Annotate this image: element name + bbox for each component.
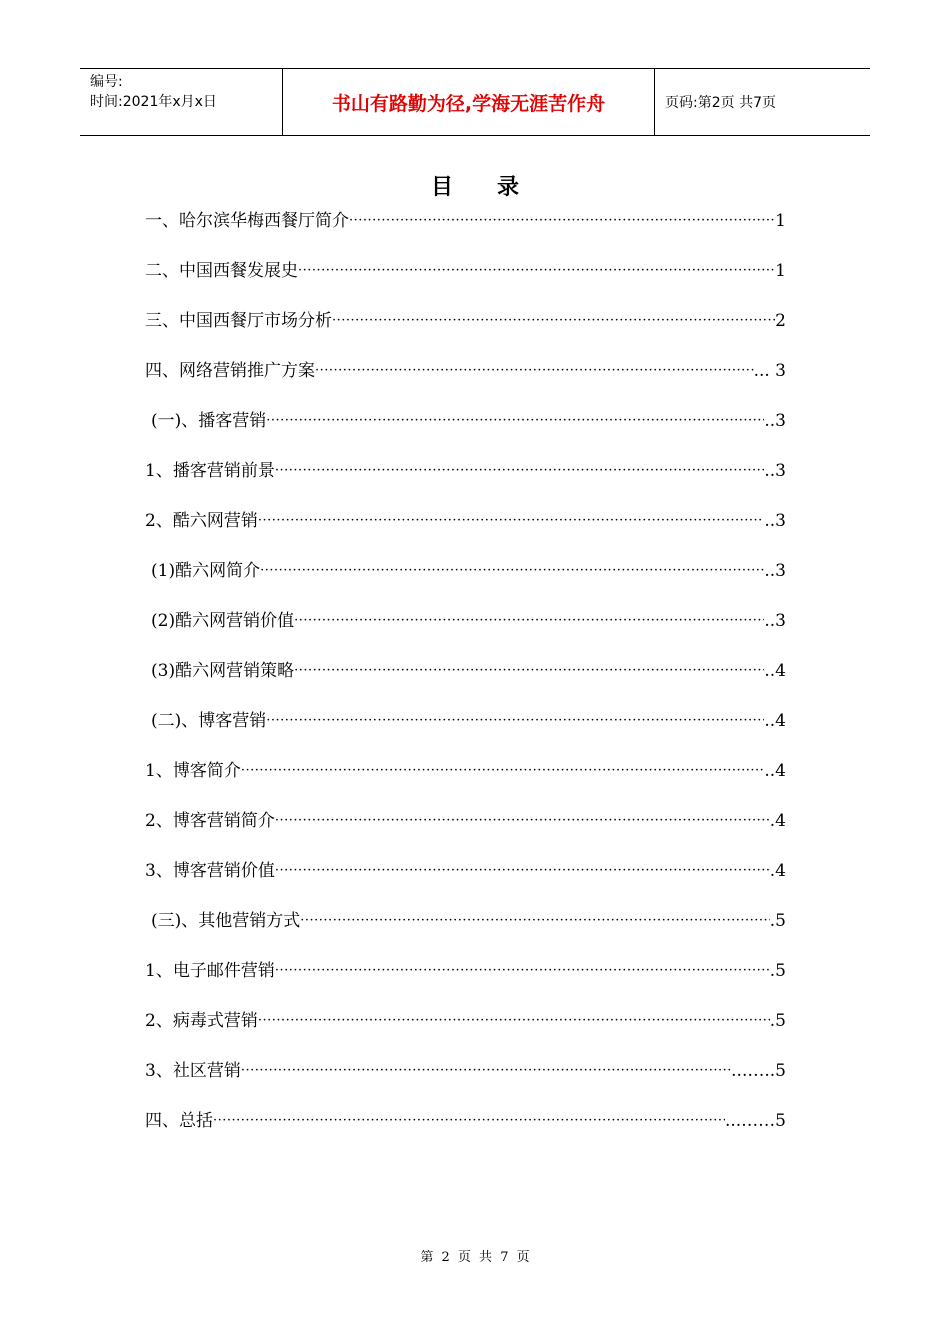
time-label: 时间:2021年x月x日 (90, 94, 217, 110)
toc-leader (275, 808, 770, 858)
toc-item-text: 2、酷六网营销 (145, 511, 258, 531)
header-motto: 书山有路勤为径,学海无涯苦作舟 (282, 69, 655, 135)
toc-item-page: ..3 (764, 611, 786, 631)
toc-item-text: (二)、博客营销 (151, 711, 267, 731)
toc-item-page: ..4 (764, 711, 786, 731)
toc-item-page: ..3 (764, 411, 786, 431)
toc-item-page: .5 (769, 911, 786, 931)
toc-item-text: 2、博客营销简介 (145, 811, 275, 831)
toc-item-text: 2、病毒式营销 (145, 1011, 258, 1031)
toc-item-text: 1、电子邮件营销 (145, 961, 275, 981)
toc-leader (241, 758, 765, 808)
toc-item-text: (1)酷六网简介 (151, 561, 261, 581)
toc-item-text: 1、播客营销前景 (145, 461, 275, 481)
toc-leader (332, 308, 775, 358)
toc-item[interactable] (145, 308, 790, 358)
header-page-info: 页码:第2页 共7页 (665, 95, 776, 111)
toc-item[interactable] (145, 508, 790, 558)
toc-leader (275, 458, 765, 508)
toc-item-page: .5 (769, 1011, 786, 1031)
toc-item-text: 二、中国西餐发展史 (145, 261, 298, 281)
toc-item[interactable] (145, 458, 790, 508)
toc-item[interactable] (145, 558, 790, 608)
toc-item-text: 1、博客简介 (145, 761, 241, 781)
toc-item[interactable] (145, 608, 790, 658)
toc-item-text: (2)酷六网营销价值 (151, 611, 295, 631)
toc-item-text: (三)、其他营销方式 (151, 911, 301, 931)
page-header (80, 68, 870, 136)
toc-item-page: ... 3 (753, 361, 786, 381)
toc-leader (213, 1108, 725, 1158)
toc-item[interactable] (145, 958, 790, 1008)
toc-item-page: 1 (775, 261, 786, 281)
toc-leader (300, 908, 770, 958)
toc-leader (349, 208, 775, 258)
toc-leader (266, 408, 764, 458)
number-label: 编号: (90, 74, 123, 90)
toc-item-text: 一、哈尔滨华梅西餐厅简介 (145, 211, 349, 231)
toc-item-text: (3)酷六网营销策略 (151, 661, 295, 681)
page-footer: 第 2 页 共 7 页 (420, 1250, 530, 1265)
toc-item-page: .4 (769, 861, 786, 881)
toc-item[interactable] (145, 1108, 790, 1158)
toc-item-page: ..3 (764, 511, 786, 531)
toc-item[interactable] (145, 858, 790, 908)
toc-item[interactable] (145, 658, 790, 708)
toc-item[interactable] (145, 258, 790, 308)
toc-leader (298, 258, 775, 308)
toc-item-page: .4 (769, 811, 786, 831)
toc-leader (294, 658, 764, 708)
toc-item-page: ...……5 (724, 1111, 786, 1131)
toc-leader (294, 608, 764, 658)
toc-item-text: (一)、播客营销 (151, 411, 267, 431)
toc-item-page: ..4 (764, 761, 786, 781)
toc-item-page: ..3 (764, 461, 786, 481)
toc-list (145, 208, 790, 1158)
toc-item-page: ...…..5 (731, 1061, 786, 1081)
toc-item[interactable] (145, 908, 790, 958)
toc-leader (260, 558, 764, 608)
toc-item-text: 3、博客营销价值 (145, 861, 275, 881)
toc-leader (258, 1008, 770, 1058)
toc-item-page: 2 (775, 311, 786, 331)
toc-leader (241, 1058, 731, 1108)
toc-item[interactable] (145, 708, 790, 758)
toc-item[interactable] (145, 408, 790, 458)
toc-leader (315, 358, 754, 408)
toc-item-page: ..3 (764, 561, 786, 581)
toc-item[interactable] (145, 1008, 790, 1058)
toc-item-page: 1 (775, 211, 786, 231)
toc-title: 目录 (430, 175, 563, 200)
header-meta (80, 69, 282, 135)
toc-item[interactable] (145, 208, 790, 258)
toc-item[interactable] (145, 808, 790, 858)
toc-leader (266, 708, 764, 758)
toc-item-text: 四、网络营销推广方案 (145, 361, 315, 381)
toc-item-text: 四、总括 (145, 1111, 213, 1131)
toc-leader (275, 958, 770, 1008)
toc-item-text: 三、中国西餐厅市场分析 (145, 311, 332, 331)
toc-item[interactable] (145, 358, 790, 408)
toc-item-text: 3、社区营销 (145, 1061, 241, 1081)
toc-leader (258, 508, 765, 558)
toc-item-page: ..4 (764, 661, 786, 681)
toc-leader (275, 858, 770, 908)
toc-item[interactable] (145, 1058, 790, 1108)
toc-item-page: .5 (769, 961, 786, 981)
toc-item[interactable] (145, 758, 790, 808)
